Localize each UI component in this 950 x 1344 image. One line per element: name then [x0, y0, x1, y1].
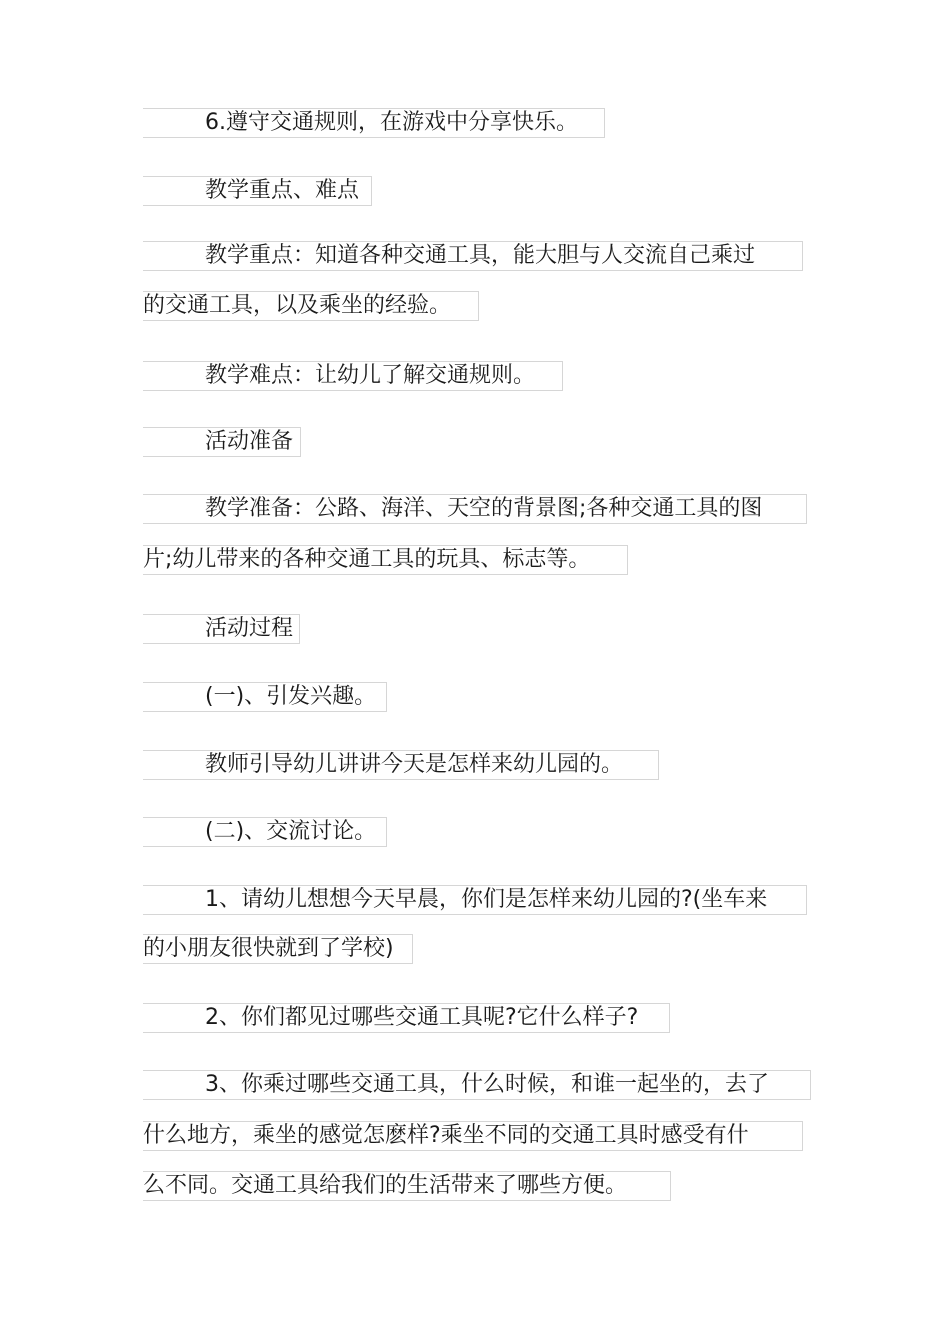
- text-line: 的小朋友很快就到了学校): [143, 934, 413, 964]
- text-line: 1、请幼儿想想今天早晨，你们是怎样来幼儿园的?(坐车来: [143, 885, 807, 915]
- text-line: 2、你们都见过哪些交通工具呢?它什么样子?: [143, 1003, 670, 1033]
- text-line: 教学难点：让幼儿了解交通规则。: [143, 361, 563, 391]
- text-line: 教学重点：知道各种交通工具，能大胆与人交流自己乘过: [143, 241, 803, 271]
- text-line: 什么地方，乘坐的感觉怎麽样?乘坐不同的交通工具时感受有什: [143, 1121, 803, 1151]
- text-line: 3、你乘过哪些交通工具，什么时候，和谁一起坐的，去了: [143, 1070, 811, 1100]
- text-line: 的交通工具，以及乘坐的经验。: [143, 291, 479, 321]
- text-line: 6.遵守交通规则，在游戏中分享快乐。: [143, 108, 605, 138]
- text-line: 教师引导幼儿讲讲今天是怎样来幼儿园的。: [143, 750, 659, 780]
- text-line: (二)、交流讨论。: [143, 817, 387, 847]
- text-line: 片;幼儿带来的各种交通工具的玩具、标志等。: [143, 545, 628, 575]
- section-heading: 活动准备: [143, 427, 301, 457]
- text-line: (一)、引发兴趣。: [143, 682, 387, 712]
- text-line: 教学准备：公路、海洋、天空的背景图;各种交通工具的图: [143, 494, 807, 524]
- section-heading: 活动过程: [143, 614, 300, 644]
- text-line: 么不同。交通工具给我们的生活带来了哪些方便。: [143, 1171, 671, 1201]
- section-heading: 教学重点、难点: [143, 176, 372, 206]
